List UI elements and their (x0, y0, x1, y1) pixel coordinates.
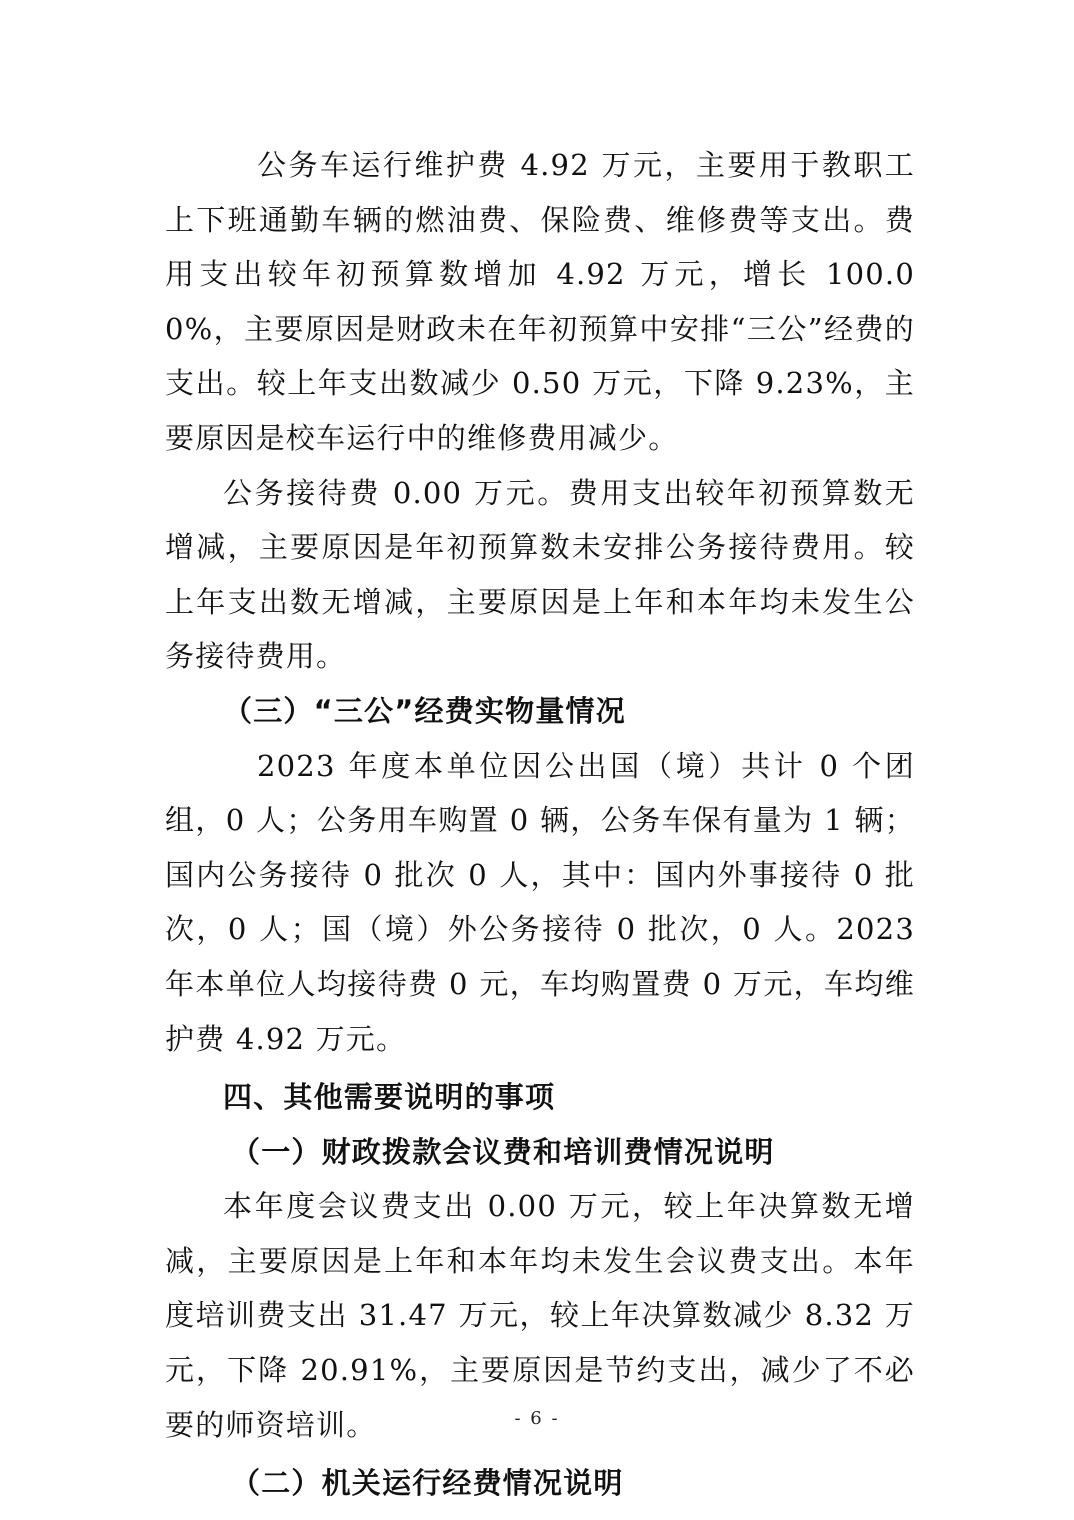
paragraph-reception-fee: 公务接待费 0.00 万元。费用支出较年初预算数无增减，主要原因是年初预算数未安排公务接待费用。较上年支出数无增减，主要原因是上年和本年均未发生公务接待费用。 (165, 475, 915, 674)
heading-san-gong-physical: （三）“三公”经费实物量情况 (223, 693, 626, 728)
page-number: - 6 - (514, 1408, 560, 1429)
document-body (165, 138, 915, 1511)
paragraph-meeting-training: 本年度会议费支出 0.00 万元，较上年决算数无增减，主要原因是上年和本年均未发生会议费支出。本年度培训费支出 31.47 万元，较上年决算数减少 8.32 万元，下降 20.91%，主要原因是节约支出，减少了不必要的师资培训。 (165, 1189, 915, 1442)
heading-meeting-training: （一）财政拨款会议费和培训费情况说明 (231, 1134, 775, 1169)
paragraph-physical-quantity: 2023 年度本单位因公出国（境）共计 0 个团组，0 人；公务用车购置 0 辆，公务车保有量为 1 辆；国内公务接待 0 批次 0 人，其中：国内外事接待 0 批次，0 人；国（境）外公务接待 0 批次，0 人。2023 年本单位人均接待费 0 元，车均购置费 0 万元，车均维护费 4.92 万元。 (165, 748, 915, 1056)
paragraph-vehicle-maintenance: 公务车运行维护费 4.92 万元，主要用于教职工上下班通勤车辆的燃油费、保险费、维修费等支出。费用支出较年初预算数增加 4.92 万元，增长 100.00%，主要原因是财政未在年初预算中安排“三公”经费的支出。较上年支出数减少 0.50 万元，下降 9.23%，主要原因是校车运行中的维修费用减少。 (165, 148, 915, 455)
heading-agency-operation: （二）机关运行经费情况说明 (231, 1466, 624, 1501)
heading-section-four: 四、其他需要说明的事项 (223, 1080, 556, 1115)
